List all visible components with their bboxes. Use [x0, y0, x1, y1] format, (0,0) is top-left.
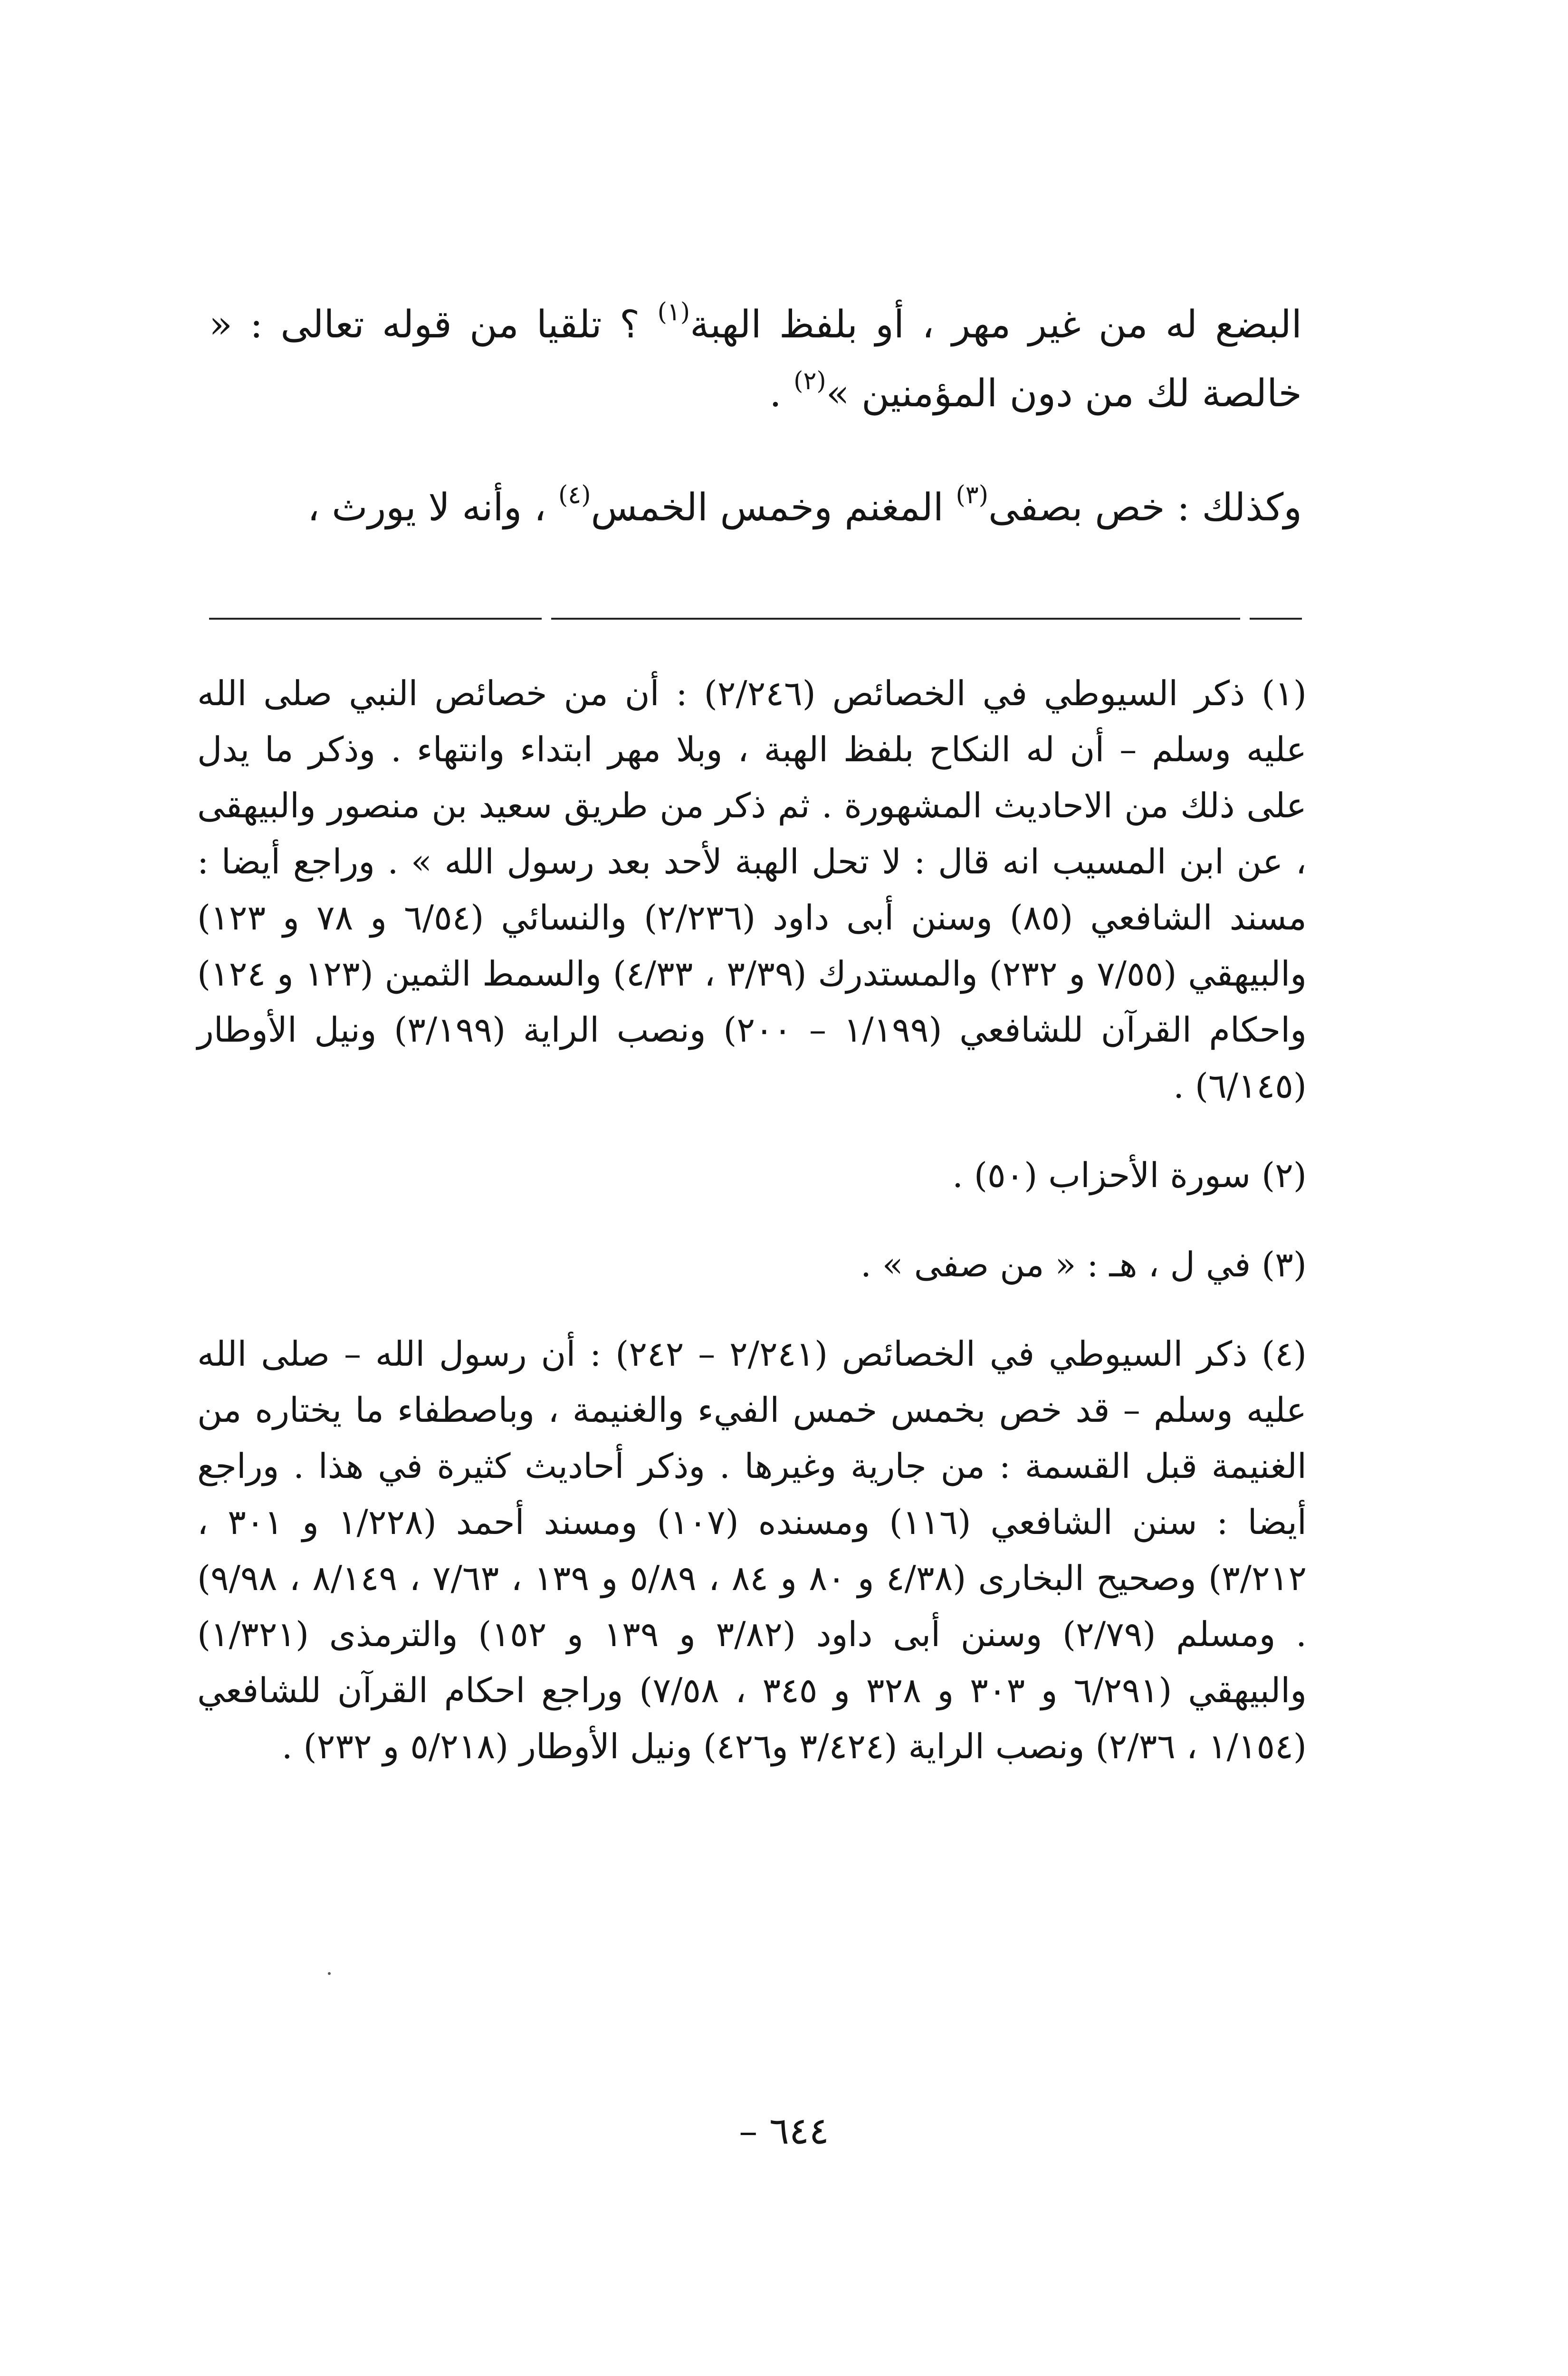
footnote-ref-2: (٢)	[794, 367, 826, 395]
footnote-ref-3: (٣)	[956, 481, 988, 509]
page-number: ٦٤٤ –	[739, 2110, 829, 2153]
footnote-4: (٤) ذكر السيوطي في الخصائص (٢/٢٤١ – ٢٤٢) : أن رسول الله – صلى الله عليه وسلم – قد خص بخمس خمس الفيء والغنيمة ، وباصطفاء ما يختاره من الغنيمة قبل القسمة : من جارية وغيرها . وذكر أحاديث كثيرة في هذا . وراجع أيضا : سنن الشافعي (١١٦) ومسنده (١٠٧) ومسند أحمد (١/٢٢٨ و ٣٠١ ، ٣/٢١٢) وصحيح البخارى (٤/٣٨ و ٨٠ و ٨٤ ، ٥/٨٩ و ١٣٩ ، ٧/٦٣ ، ٨/١٤٩ ، ٩/٩٨) . ومسلم (٢/٧٩) وسنن أبى داود (٣/٨٢ و ١٣٩ و ١٥٢) والترمذى (١/٣٢١) والبيهقي (٦/٢٩١ و ٣٠٣ و ٣٢٨ و ٣٤٥ ، ٧/٥٨) وراجع احكام القرآن للشافعي (١/١٥٤ ، ٢/٣٦) ونصب الراية (٣/٤٢٤ و٤٢٦) ونيل الأوطار (٥/٢١٨ و ٢٣٢) .	[197, 1334, 1307, 1766]
main-line1-end: .	[769, 371, 794, 415]
footnote-divider	[209, 618, 1302, 623]
footnote-2: (٢) سورة الأحزاب (٥٠) .	[952, 1155, 1307, 1195]
main-line2-b: المغنم وخمس الخمس	[591, 485, 956, 529]
main-paragraph-2	[209, 473, 1302, 542]
divider-segment-middle	[551, 618, 1240, 620]
main-line1-tail: ؟ تلقيا من قوله تعالى : « خالصة لك من دون المؤمنين »	[209, 302, 1302, 415]
footnote-3: (٣) في ل ، هـ : « من صفى » .	[860, 1245, 1307, 1284]
main-text	[209, 290, 1302, 542]
main-line1: البضع له من غير مهر ، أو بلفظ الهبة	[690, 302, 1302, 346]
divider-segment-left	[209, 618, 542, 620]
footnote-1: (١) ذكر السيوطي في الخصائص (٢/٢٤٦) : أن من خصائص النبي صلى الله عليه وسلم – أن له النكاح بلفظ الهبة ، وبلا مهر ابتداء وانتهاء . وذكر ما يدل على ذلك من الاحاديث المشهورة . ثم ذكر من طريق سعيد بن منصور والبيهقى ، عن ابن المسيب انه قال : لا تحل الهبة لأحد بعد رسول الله » . وراجع أيضا : مسند الشافعي (٨٥) وسنن أبى داود (٢/٢٣٦) والنسائي (٦/٥٤ و ٧٨ و ١٢٣) والبيهقي (٧/٥٥ و ٢٣٢) والمستدرك (٣/٣٩ ، ٤/٣٣) والسمط الثمين (١٢٣ و ١٢٤) واحكام القرآن للشافعي (١/١٩٩ – ٢٠٠) ونصب الراية (٣/١٩٩) ونيل الأوطار (٦/١٤٥) .	[197, 673, 1307, 1106]
scan-speck	[328, 1972, 331, 1975]
footnote-ref-1: (١)	[657, 298, 690, 326]
footnote-ref-4: (٤)	[558, 481, 591, 509]
main-line2-a: وكذلك : خص بصفى	[988, 485, 1302, 529]
footnotes	[197, 665, 1307, 1774]
main-paragraph-1	[209, 290, 1302, 428]
divider-segment-right	[1250, 618, 1302, 620]
main-line2-c: ، وأنه لا يورث ،	[307, 485, 558, 529]
